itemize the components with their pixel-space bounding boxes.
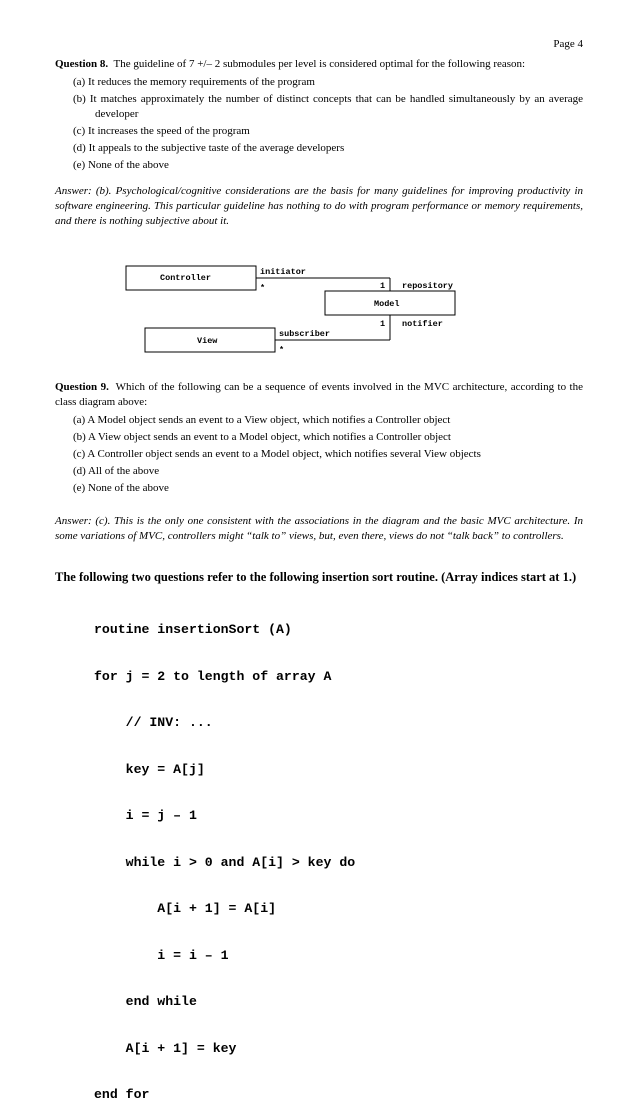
- initiator-role: initiator: [260, 267, 306, 277]
- repository-multiplicity: 1: [380, 281, 386, 291]
- q8-option-c: (c) It increases the speed of the program: [73, 125, 250, 137]
- mvc-class-diagram: [0, 258, 638, 368]
- question-8: [55, 57, 583, 173]
- q9-answer: Answer: (c). This is the only one consistent with the associations in the diagram and the basic MVC architecture. In some variations of MVC, controllers might “talk to” views, but, even there, views do not “talk back” to controllers.: [55, 515, 583, 542]
- code-line: while i > 0 and A[i] > key do: [94, 854, 356, 870]
- question-9-label: Question 9.: [55, 381, 109, 393]
- question-8-text: The guideline of 7 +/– 2 submodules per level is considered optimal for the following reason:: [113, 58, 526, 70]
- model-label: Model: [374, 299, 400, 309]
- q8-option-e: (e) None of the above: [73, 159, 169, 171]
- q9-option-a: (a) A Model object sends an event to a View object, which notifies a Controller object: [73, 414, 451, 426]
- subscriber-multiplicity: *: [279, 345, 285, 355]
- code-line: A[i + 1] = A[i]: [94, 901, 277, 916]
- question-9-text: Which of the following can be a sequence of events involved in the MVC architecture, according to the class diagram above:: [55, 381, 583, 408]
- controller-label: Controller: [160, 273, 212, 283]
- q8-option-d: (d) It appeals to the subjective taste of the average developers: [73, 142, 345, 154]
- q8-answer: Answer: (b). Psychological/cognitive considerations are the basis for many guidelines for improving productivity in software engineering. This particular guideline has nothing to do with program performance or memory requirements, and there is nothing subjective about it.: [55, 185, 583, 227]
- question-8-label: Question 8.: [55, 58, 109, 70]
- question-8-stem: [55, 57, 583, 72]
- question-9: [55, 380, 583, 496]
- code-line: key = A[j]: [94, 761, 205, 777]
- code-line: end while: [94, 994, 197, 1009]
- q9-option-d: (d) All of the above: [73, 465, 160, 477]
- notifier-role: notifier: [402, 319, 443, 329]
- initiator-multiplicity: *: [260, 283, 266, 293]
- q9-option-e: (e) None of the above: [73, 482, 169, 494]
- page-number: Page 4: [553, 38, 583, 50]
- insertion-sort-code: [94, 591, 355, 1118]
- q9-option-c: (c) A Controller object sends an event to a Model object, which notifies several View objects: [73, 448, 481, 460]
- code-line: i = j – 1: [94, 808, 197, 823]
- q8-option-b: (b) It matches approximately the number of distinct concepts that can be handled simultaneously by an average developer: [73, 93, 584, 120]
- code-line: // INV: ...: [94, 715, 213, 730]
- view-label: View: [197, 336, 218, 346]
- section-heading: The following two questions refer to the following insertion sort routine. (Array indices start at 1.): [55, 570, 577, 584]
- repository-role: repository: [402, 281, 454, 291]
- code-line: for j = 2 to length of array A: [94, 668, 332, 684]
- q9-option-b: (b) A View object sends an event to a Model object, which notifies a Controller object: [73, 431, 451, 443]
- q8-option-a: (a) It reduces the memory requirements of the program: [73, 76, 315, 88]
- notifier-multiplicity: 1: [380, 319, 386, 329]
- code-line: routine insertionSort (A): [94, 622, 292, 637]
- subscriber-role: subscriber: [279, 329, 331, 339]
- code-line: i = i – 1: [94, 947, 229, 963]
- code-line: A[i + 1] = key: [94, 1040, 237, 1056]
- code-line: end for: [94, 1087, 150, 1102]
- question-9-stem: [55, 380, 583, 410]
